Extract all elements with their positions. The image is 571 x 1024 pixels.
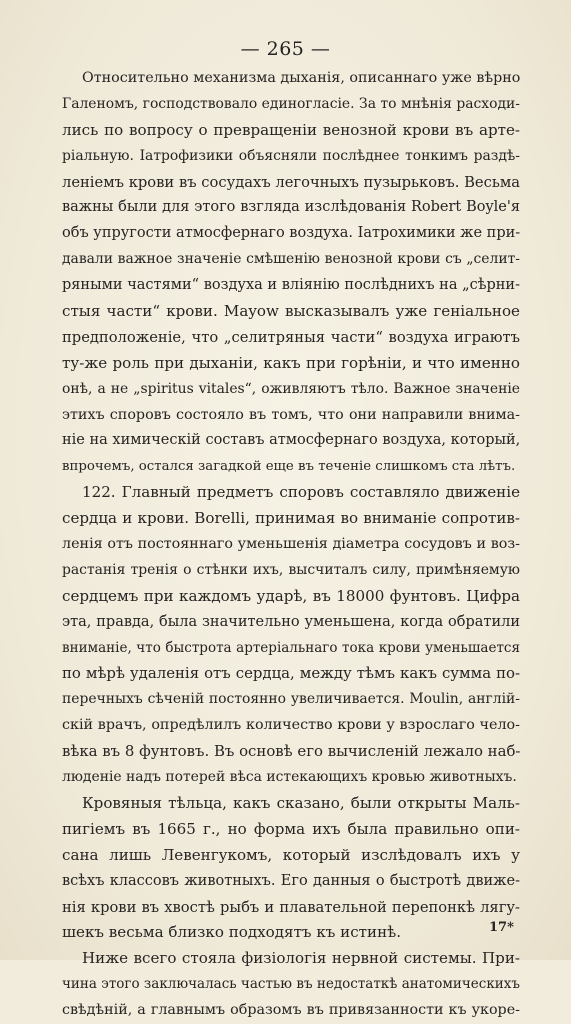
text-line: всѣхъ классовъ животныхъ. Его данныя о быстротѣ движе-: [62, 872, 520, 889]
text-line: шекъ весьма близко подходятъ къ истинѣ.: [62, 923, 402, 942]
signature-mark: 17*: [489, 920, 514, 935]
text-line: Ниже всего стояла физіологія нервной системы. При-: [82, 949, 520, 968]
text-line: стыя части“ крови. Mayow высказывалъ уже геніальное: [62, 302, 520, 321]
text-line: онѣ, а не „spiritus vitales“, оживляютъ тѣло. Важное значеніе: [62, 380, 520, 397]
text-line: вѣка въ 8 фунтовъ. Въ основѣ его вычисленій лежало наб-: [62, 742, 521, 761]
text-line: сана лишь Левенгукомъ, который изслѣдовалъ ихъ у: [62, 845, 520, 864]
text-line: этихъ споровъ состояло въ томъ, что они направили внима-: [62, 406, 520, 423]
text-line: 122. Главный предметъ споровъ составляло движеніе: [82, 483, 520, 502]
text-line: пигіемъ въ 1665 г., но форма ихъ была правильно опи-: [62, 819, 520, 838]
text-line: свѣдѣній, а главнымъ образомъ въ привязанности къ укоре-: [62, 1002, 520, 1019]
text-line: скій врачъ, опредѣлилъ количество крови у взрослаго чело-: [62, 717, 520, 734]
text-line: сердцемъ при каждомъ ударѣ, въ 18000 фунтовъ. Цифра: [62, 586, 520, 605]
text-line: Относительно механизма дыханія, описаннаго уже вѣрно: [82, 70, 521, 86]
text-line: по мѣрѣ удаленія отъ сердца, между тѣмъ какъ сумма по-: [62, 664, 520, 683]
text-line: Галеномъ, господствовало единогласіе. За то мнѣнія расходи-: [62, 95, 520, 112]
page-number: — 265 —: [240, 38, 331, 60]
text-line: предположеніе, что „селитряныя части“ воздуха играютъ: [62, 328, 520, 346]
text-line: ніе на химическій составъ атмосфернаго воздуха, который,: [62, 432, 521, 449]
text-line: ріальную. Іатрофизики объясняли послѣднее тонкимъ раздѣ-: [62, 147, 520, 164]
text-line: вниманіе, что быстрота артеріальнаго тока крови уменьшается: [62, 639, 520, 656]
text-line: лись по вопросу о превращеніи венозной крови въ арте-: [62, 120, 520, 139]
text-line: растанія тренія о стѣнки ихъ, высчиталъ силу, примѣняемую: [62, 561, 520, 578]
body-text: [62, 66, 520, 1024]
text-line: ряными частями“ воздуха и вліянію послѣднихъ на „сѣрни-: [62, 277, 520, 294]
text-line: Кровяныя тѣльца, какъ сказано, были открыты Маль-: [82, 793, 520, 812]
text-line: ту-же роль при дыханіи, какъ при горѣніи, и что именно: [62, 353, 520, 372]
text-line: нія крови въ хвостѣ рыбъ и плавательной перепонкѣ лягу-: [62, 898, 520, 916]
text-line: давали важное значеніе смѣшенію венозной крови съ „селит-: [62, 251, 520, 268]
text-line: сердца и крови. Borelli, принимая во вниманіе сопротив-: [62, 509, 520, 528]
text-line: впрочемъ, остался загадкой еще въ теченіе слишкомъ ста лѣтъ.: [62, 459, 516, 475]
text-line: леніемъ крови въ сосудахъ легочныхъ пузырьковъ. Весьма: [62, 173, 520, 191]
text-line: объ упругости атмосфернаго воздуха. Іатрохимики же при-: [62, 225, 521, 242]
text-line: ленія отъ постояннаго уменьшенія діаметра сосудовъ и воз-: [62, 536, 520, 553]
text-line: важны были для этого взгляда изслѣдованія Robert Boyle'я: [62, 199, 520, 216]
text-line: чина этого заключалась частью въ недостаткѣ анатомическихъ: [62, 976, 520, 993]
text-line: перечныхъ сѣченій постоянно увеличивается. Moulin, англій-: [62, 691, 520, 708]
text-line: люденіе надъ потерей вѣса истекающихъ кровью животныхъ.: [62, 769, 517, 786]
text-line: эта, правда, была значительно уменьшена, когда обратили: [62, 613, 520, 630]
